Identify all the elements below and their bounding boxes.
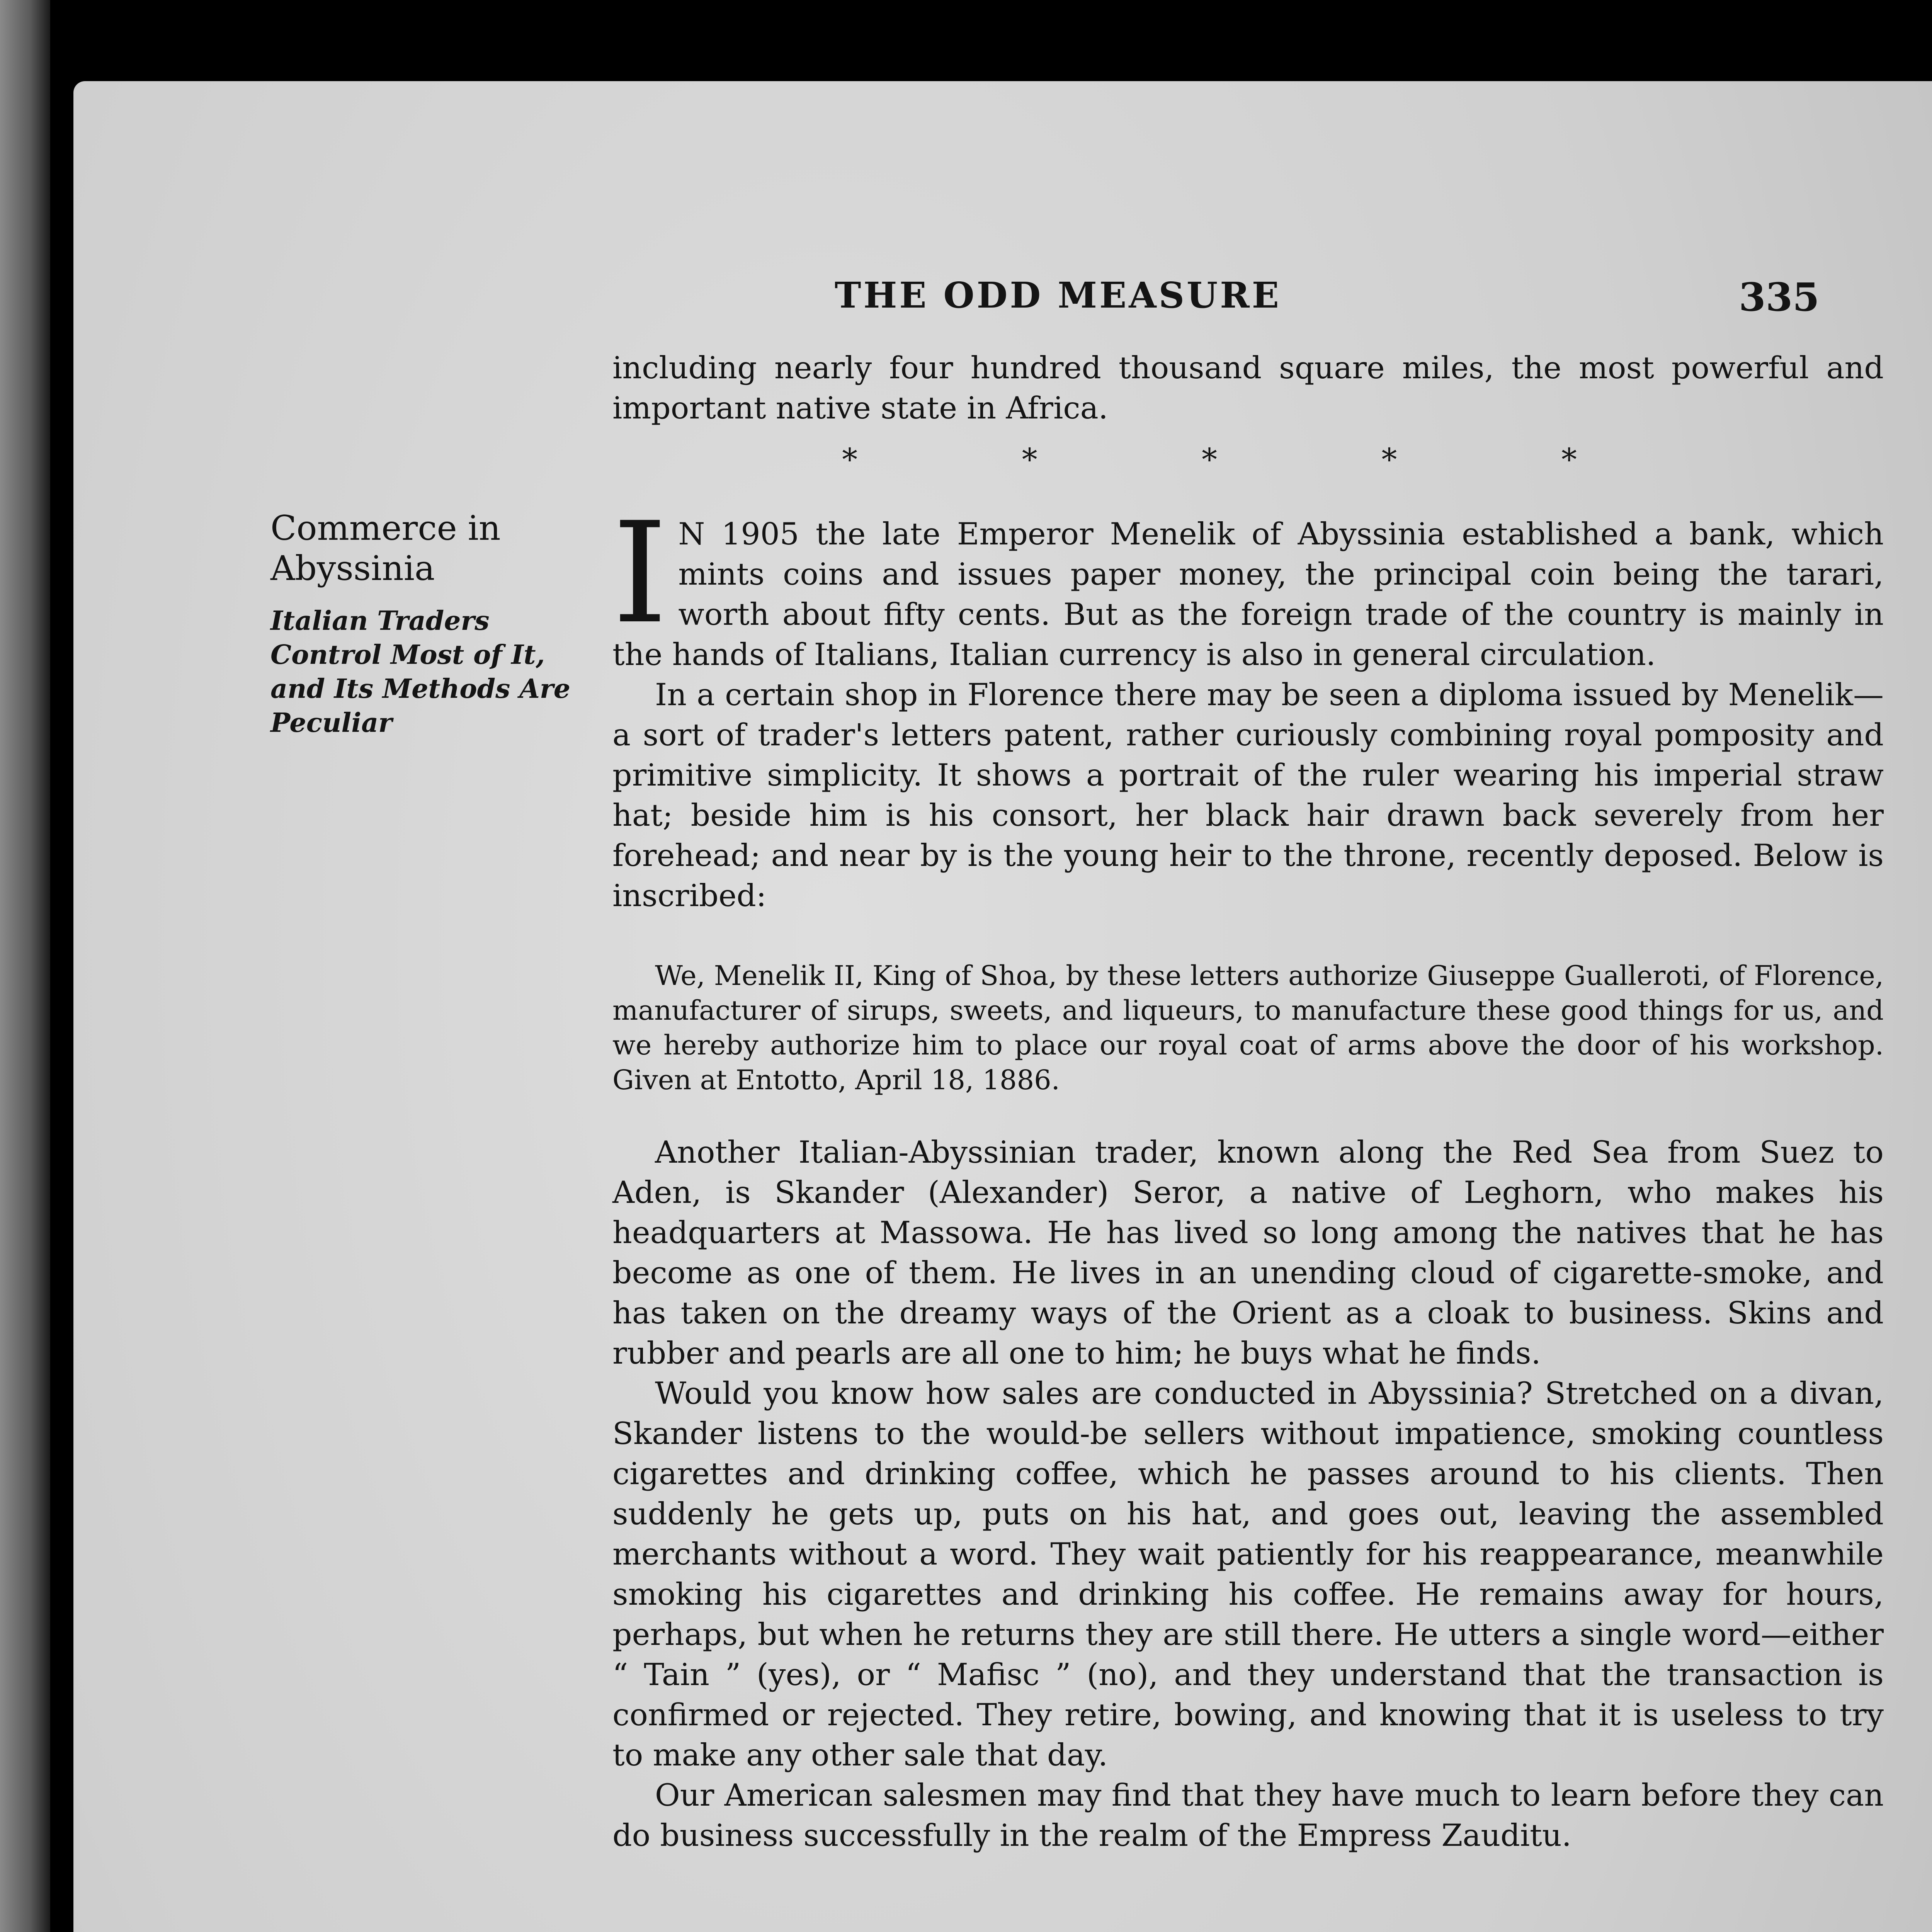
- paragraph: Another Italian-Abyssinian trader, known along the Red Sea from Suez to Aden, is Skander (Alexander) Seror, a native of Leghorn, who makes his headquarters at Massowa. He has lived so long among the natives that he has become as one of them. He lives in an unending cloud of cigarette-smoke, and has taken on the dreamy ways of the Orient as a cloak to business. Skins and rubber and pearls are all one to him; he buys what he finds.: [612, 1134, 1884, 1371]
- block-quote: [612, 958, 1884, 1097]
- paragraph-text: N 1905 the late Emperor Menelik of Abyssinia established a bank, which mints coins and issues paper money, the principal coin being the tarari, worth about fifty cents. But as the foreign trade of the country is mainly in the hands of Italians, Italian currency is also in general circulation.: [612, 516, 1884, 672]
- paragraph: Our American salesmen may find that they have much to learn before they can do business successfully in the realm of the Empress Zauditu.: [612, 1777, 1884, 1853]
- quote-text: We, Menelik II, King of Shoa, by these letters authorize Giuseppe Gualleroti, of Florence, manufacturer of sirups, sweets, and liqueurs, to manufacture these good things for us, and we hereby authorize him to place our royal coat of arms above the door of his workshop. Given at Entotto, April 18, 1886.: [612, 960, 1884, 1096]
- running-head: [73, 274, 1932, 328]
- sidenote-commerce: [270, 508, 603, 740]
- paragraph: In a certain shop in Florence there may be seen a diploma issued by Menelik—a sort of trader's letters patent, rather curiously combining royal pomposity and primitive simplicity. It shows a portrait of the ruler wearing his imperial straw hat; beside him is his consort, her black hair drawn back severely from her forehead; and near by is the young heir to the throne, recently deposed. Below is inscribed:: [612, 677, 1884, 913]
- sidenote-title: Commerce in Abyssinia: [270, 508, 501, 588]
- section-commerce-text: [612, 492, 1884, 916]
- paragraph: Would you know how sales are conducted in Abyssinia? Stretched on a divan, Skander listens to the would-be sellers without impatience, smoking countless cigarettes and drinking coffee, which he passes around to his clients. Then suddenly he gets up, puts on his hat, and goes out, leaving the assembled merchants without a word. They wait patiently for his reappearance, meanwhile smoking his cigarettes and drinking his coffee. He remains away for hours, perhaps, but when he returns they are still there. He utters a single word—either “ Tain ” (yes), or “ Mafisc ” (no), and they understand that the transaction is confirmed or rejected. They retire, bowing, and knowing that it is useless to try to make any other sale that day.: [612, 1376, 1884, 1773]
- drop-cap: I: [612, 492, 668, 654]
- paragraph: [612, 492, 1884, 675]
- intro-paragraph: [612, 348, 1884, 428]
- book-page: [73, 81, 1932, 1932]
- left-page-edge: [0, 0, 50, 1932]
- page-number: 335: [1739, 274, 1820, 320]
- section-separator: * * * * *: [842, 442, 1654, 478]
- page-title: THE ODD MEASURE: [835, 274, 1281, 316]
- section-commerce-continued: [612, 1132, 1884, 1855]
- intro-text: including nearly four hundred thousand square miles, the most powerful and important native state in Africa.: [612, 350, 1884, 426]
- sidenote-subtitle: Italian Traders Control Most of It, and Its Methods Are Peculiar: [270, 605, 570, 738]
